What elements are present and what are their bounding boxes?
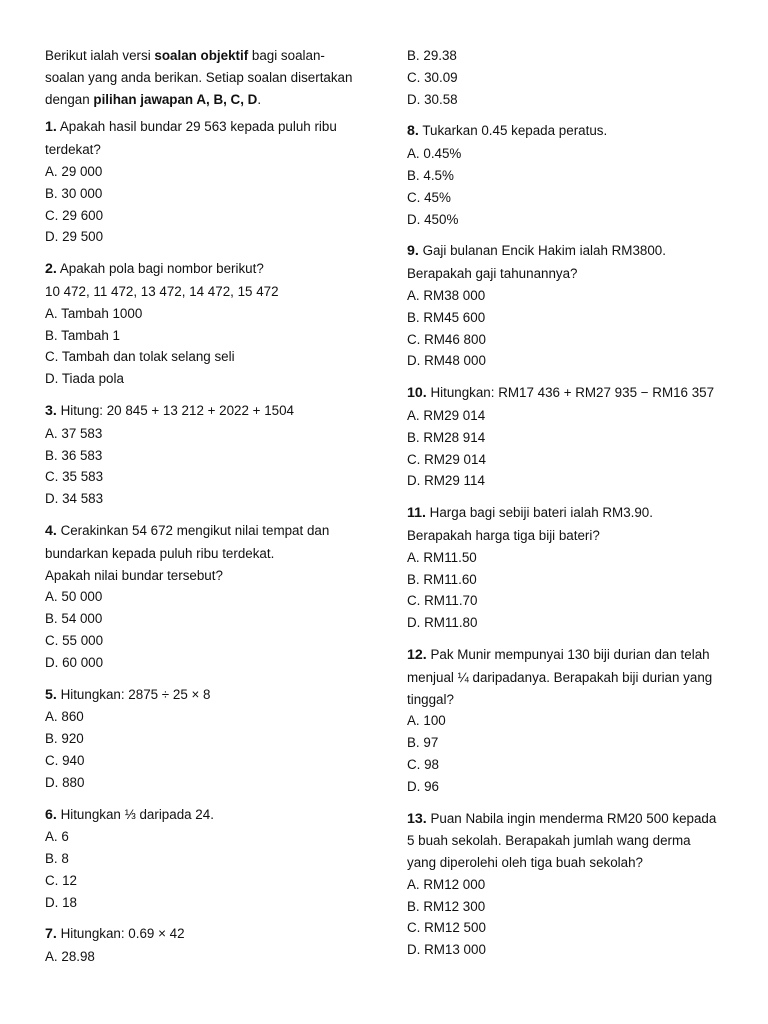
option-b: B. 30 000 (45, 185, 103, 201)
option-b: B. 29.38 (407, 48, 457, 63)
question-stem: Apakah pola bagi nombor berikut? (56, 261, 264, 277)
option-d: D. Tiada pola (45, 371, 124, 387)
question-stem: Apakah hasil bundar 29 563 kepada puluh ribu (56, 119, 337, 135)
question-stem: Hitung: 20 845 + 13 212 + 2022 + 1504 (56, 402, 294, 418)
option-c: C. 35 583 (45, 469, 104, 485)
question-10 (407, 382, 732, 492)
option-b: B. 36 583 (45, 447, 103, 463)
question-stem: tinggal? (407, 691, 454, 707)
question-stem: Berapakah harga tiga biji bateri? (407, 527, 600, 543)
question-stem: Pak Munir mempunyai 130 biji durian dan telah (426, 646, 710, 662)
question-7-continued (407, 45, 732, 110)
question-stem: Berapakah gaji tahunannya? (407, 266, 578, 282)
option-a: A. 50 000 (45, 589, 103, 605)
option-b: B. 8 (45, 851, 69, 867)
question-stem: Hitungkan: RM17 436 + RM27 935 − RM16 357 (426, 385, 715, 401)
option-c: C. 30.09 (407, 69, 458, 85)
question-stem: Hitungkan ⅓ daripada 24. (56, 806, 214, 822)
option-a: A. RM11.50 (407, 549, 477, 565)
question-number: 5. (45, 686, 57, 703)
option-c: C. 55 000 (45, 632, 104, 648)
question-stem: Hitungkan: 0.69 × 42 (56, 926, 185, 942)
question-stem: Tukarkan 0.45 kepada peratus. (418, 123, 608, 139)
right-column (407, 45, 732, 971)
option-d: D. RM48 000 (407, 353, 486, 369)
question-4 (45, 520, 370, 674)
option-d: D. RM13 000 (407, 942, 486, 958)
option-a: A. RM29 014 (407, 407, 486, 423)
question-stem: Gaji bulanan Encik Hakim ialah RM3800. (418, 243, 666, 259)
question-stem: Apakah nilai bundar tersebut? (45, 567, 223, 583)
option-d: D. 450% (407, 211, 459, 227)
option-c: C. 12 (45, 872, 78, 888)
question-number: 1. (45, 119, 57, 136)
option-a: A. 37 583 (45, 425, 103, 441)
question-stem: Hitungkan: 2875 ÷ 25 × 8 (56, 686, 211, 702)
question-stem: 5 buah sekolah. Berapakah jumlah wang derma (407, 833, 691, 849)
question-number: 8. (407, 123, 419, 140)
option-d: D. RM11.80 (407, 615, 478, 631)
question-9 (407, 240, 732, 372)
question-number: 12. (407, 646, 427, 663)
question-number: 11. (407, 505, 426, 522)
question-number: 4. (45, 522, 57, 539)
intro-paragraph: Berikut ialah versi soalan objektif bagi soalan- soalan yang anda berikan. Setiap soalan disertakan dengan pilihan jawapan A, B, C, D. (45, 48, 353, 107)
option-d: D. 96 (407, 778, 440, 794)
option-c: C. 98 (407, 756, 440, 772)
option-a: A. 0.45% (407, 146, 462, 162)
option-b: B. RM45 600 (407, 309, 486, 325)
option-c: C. 940 (45, 752, 85, 768)
question-11 (407, 502, 732, 634)
option-c: C. RM46 800 (407, 331, 486, 347)
option-b: B. RM11.60 (407, 571, 477, 587)
option-a: A. RM12 000 (407, 876, 486, 892)
option-a: A. 29 000 (45, 163, 103, 179)
question-12 (407, 644, 732, 798)
left-column (45, 45, 370, 978)
option-c: C. Tambah dan tolak selang seli (45, 349, 235, 365)
question-6 (45, 804, 370, 914)
option-b: B. 4.5% (407, 167, 454, 183)
question-stem: 10 472, 11 472, 13 472, 14 472, 15 472 (45, 283, 279, 299)
question-stem: Harga bagi sebiji bateri ialah RM3.90. (425, 505, 653, 521)
option-a: A. 28.98 (45, 949, 95, 965)
question-3 (45, 400, 370, 510)
option-d: D. 30.58 (407, 91, 458, 107)
question-stem: Cerakinkan 54 672 mengikut nilai tempat dan (56, 522, 330, 538)
question-13 (407, 808, 732, 962)
option-b: B. Tambah 1 (45, 327, 120, 343)
question-stem: bundarkan kepada puluh ribu terdekat. (45, 545, 275, 561)
option-a: A. RM38 000 (407, 287, 486, 303)
option-d: D. 60 000 (45, 654, 104, 670)
option-a: A. 860 (45, 709, 84, 725)
option-d: D. 880 (45, 774, 85, 790)
question-stem: menjual ¼ daripadanya. Berapakah biji durian yang (407, 669, 713, 685)
option-c: C. 29 600 (45, 207, 104, 223)
question-stem: Puan Nabila ingin menderma RM20 500 kepada (426, 810, 717, 826)
option-c: C. RM12 500 (407, 920, 486, 936)
question-stem: yang diperolehi oleh tiga buah sekolah? (407, 855, 644, 871)
option-a: A. Tambah 1000 (45, 305, 143, 321)
option-d: D. 18 (45, 894, 78, 910)
option-d: D. RM29 114 (407, 473, 485, 489)
option-b: B. 97 (407, 735, 439, 751)
question-number: 2. (45, 261, 57, 278)
option-c: C. 45% (407, 189, 451, 205)
option-c: C. RM11.70 (407, 593, 478, 609)
option-b: B. 920 (45, 731, 84, 747)
option-c: C. RM29 014 (407, 451, 486, 467)
question-8 (407, 120, 732, 230)
question-5 (45, 684, 370, 794)
question-number: 6. (45, 806, 57, 823)
option-b: B. RM12 300 (407, 898, 486, 914)
question-1 (45, 116, 370, 248)
option-d: D. 34 583 (45, 491, 104, 507)
question-number: 3. (45, 402, 57, 419)
question-stem: terdekat? (45, 142, 101, 158)
question-7 (45, 923, 370, 968)
question-2 (45, 258, 370, 390)
option-a: A. 6 (45, 829, 69, 845)
option-b: B. 54 000 (45, 611, 103, 627)
question-number: 9. (407, 243, 419, 260)
option-b: B. RM28 914 (407, 429, 486, 445)
option-a: A. 100 (407, 713, 446, 729)
intro-bold-objective: soalan objektif (154, 48, 249, 63)
option-d: D. 29 500 (45, 229, 104, 245)
question-number: 7. (45, 926, 57, 943)
question-number: 10. (407, 385, 427, 402)
question-number: 13. (407, 810, 427, 827)
intro-bold-choices: pilihan jawapan A, B, C, D (93, 91, 258, 107)
